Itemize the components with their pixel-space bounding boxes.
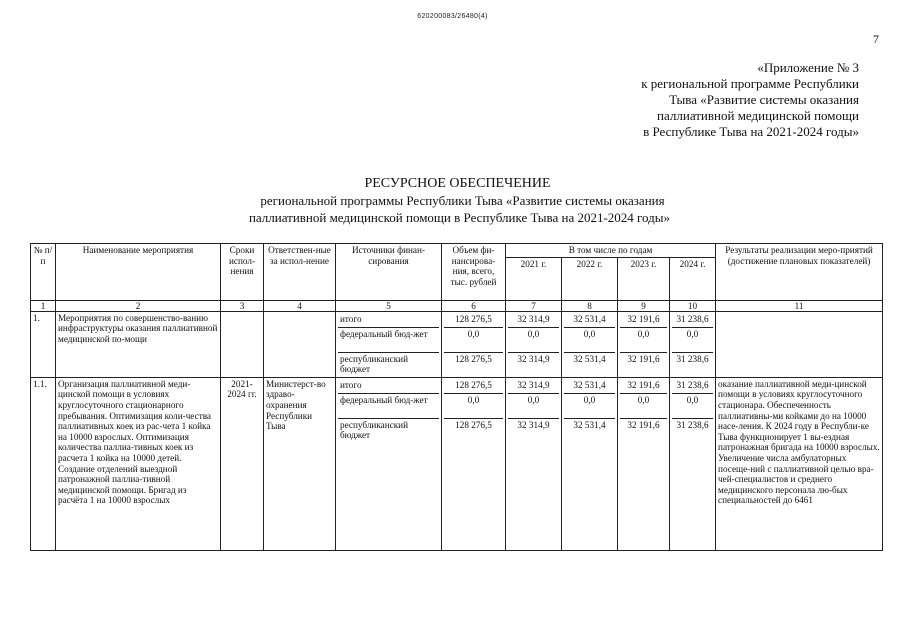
value-cell: 31 238,6 — [672, 379, 713, 394]
value-cell: 128 276,5 — [455, 419, 492, 430]
row-2024 — [670, 377, 716, 550]
header-year-2023: 2023 г. — [618, 257, 670, 300]
row-2021 — [506, 311, 562, 377]
value-cell: 0,0 — [620, 328, 667, 353]
row-name: Организация паллиативной меди-цинской помощи в условиях круглосуточного стационарного пребывания. Оптимизация коли-чества паллиативных коек из рас-чета 1 койка на 10000 взрослых. Оптимизация количества паллиа-тивных коек из расчета 1 койка на 10000 детей. Создание отделений выездной патронажной паллиа-тивной медицинской помощи. Бригад из расчёта 1 на 10000 взрослых — [56, 377, 221, 550]
value-cell: 32 191,6 — [620, 379, 667, 394]
source-republic: республиканский бюджет — [340, 419, 409, 441]
column-number: 6 — [442, 300, 506, 311]
header-terms: Сроки испол-нения — [221, 244, 264, 301]
column-number: 11 — [716, 300, 883, 311]
row-2022 — [562, 311, 618, 377]
source-federal: федеральный бюд-жет — [338, 394, 439, 419]
column-number: 3 — [221, 300, 264, 311]
value-cell: 32 191,6 — [627, 419, 660, 430]
value-cell: 32 531,4 — [573, 419, 606, 430]
table-row — [31, 311, 883, 377]
appendix-line: к региональной программе Республики — [641, 76, 859, 91]
value-cell: 32 314,9 — [508, 379, 559, 394]
row-number: 1. — [31, 311, 56, 377]
title-line: РЕСУРСНОЕ ОБЕСПЕЧЕНИЕ — [364, 176, 551, 191]
column-number: 8 — [562, 300, 618, 311]
value-cell: 31 238,6 — [676, 353, 709, 364]
row-2022 — [562, 377, 618, 550]
value-cell: 0,0 — [508, 394, 559, 419]
header-by-years: В том числе по годам — [506, 244, 716, 258]
source-total: итого — [338, 379, 439, 394]
value-cell: 31 238,6 — [672, 313, 713, 328]
source-total: итого — [338, 313, 439, 328]
table-row — [31, 377, 883, 550]
source-federal: федеральный бюд-жет — [338, 328, 439, 353]
column-number: 5 — [336, 300, 442, 311]
row-responsible — [264, 311, 336, 377]
document-number: 620200083/26480(4) — [417, 13, 488, 20]
appendix-line: в Республике Тыва на 2021-2024 годы» — [643, 124, 859, 139]
header-name: Наименование мероприятия — [56, 244, 221, 301]
resource-table — [30, 243, 883, 551]
row-name: Мероприятия по совершенство-ванию инфраструктуры оказания паллиативной медицинской по-мощи — [56, 311, 221, 377]
header-num: № п/п — [31, 244, 56, 301]
source-republic: республиканский бюджет — [340, 353, 409, 375]
value-cell: 32 314,9 — [517, 419, 550, 430]
header-sources: Источники финан-сирования — [336, 244, 442, 301]
row-volume — [442, 311, 506, 377]
row-2023 — [618, 311, 670, 377]
title-line: региональной программы Республики Тыва «Развитие системы оказания — [260, 193, 665, 208]
value-cell: 128 276,5 — [444, 379, 503, 394]
value-cell: 32 191,6 — [627, 353, 660, 364]
value-cell: 31 238,6 — [676, 419, 709, 430]
column-number: 2 — [56, 300, 221, 311]
value-cell: 32 531,4 — [564, 313, 615, 328]
column-number: 1 — [31, 300, 56, 311]
page-number: 7 — [873, 32, 879, 46]
row-2023 — [618, 377, 670, 550]
value-cell: 0,0 — [508, 328, 559, 353]
header-responsible: Ответствен-ные за испол-нение — [264, 244, 336, 301]
appendix-note — [539, 60, 859, 140]
row-sources — [336, 377, 442, 550]
row-results: оказание паллиативной меди-цинской помощи в условиях круглосуточного стационара. Обеспеченность паллиативны-ми койками до на 10000 насе-ления. К 2024 году в Республи-ке Тыва функционирует 1 вы-ездная патронажная бригада на 10000 взрослых. Увеличение числа амбулаторных посеще-ний с паллиативной целью вра-чей-специалистов и среднего медицинского персонала лю-бых специальностей до 6461 — [716, 377, 883, 550]
row-number: 1.1. — [31, 377, 56, 550]
column-number: 7 — [506, 300, 562, 311]
value-cell: 32 531,4 — [573, 353, 606, 364]
appendix-line: Тыва «Развитие системы оказания — [669, 92, 859, 107]
row-responsible: Министерст-во здраво-охранения Республики Тыва — [264, 377, 336, 550]
value-cell: 32 531,4 — [564, 379, 615, 394]
value-cell: 32 191,6 — [620, 313, 667, 328]
value-cell: 0,0 — [672, 328, 713, 353]
value-cell: 128 276,5 — [444, 313, 503, 328]
row-terms — [221, 311, 264, 377]
column-number: 10 — [670, 300, 716, 311]
value-cell: 0,0 — [444, 394, 503, 419]
value-cell: 0,0 — [672, 394, 713, 419]
column-numbers-row — [31, 300, 883, 311]
row-terms: 2021-2024 гг. — [221, 377, 264, 550]
column-number: 9 — [618, 300, 670, 311]
column-number: 4 — [264, 300, 336, 311]
row-results — [716, 311, 883, 377]
value-cell: 32 314,9 — [508, 313, 559, 328]
document-title — [0, 175, 905, 226]
appendix-line: паллиативной медицинской помощи — [657, 108, 859, 123]
value-cell: 32 314,9 — [517, 353, 550, 364]
header-row — [31, 244, 883, 258]
row-volume — [442, 377, 506, 550]
value-cell: 128 276,5 — [455, 353, 492, 364]
row-2021 — [506, 377, 562, 550]
header-volume: Объем фи-нансирова-ния, всего, тыс. рублей — [442, 244, 506, 301]
row-sources — [336, 311, 442, 377]
title-line: паллиативной медицинской помощи в Республике Тыва на 2021-2024 годы» — [248, 210, 671, 225]
value-cell: 0,0 — [444, 328, 503, 353]
value-cell: 0,0 — [564, 328, 615, 353]
header-year-2024: 2024 г. — [670, 257, 716, 300]
header-year-2022: 2022 г. — [562, 257, 618, 300]
header-year-2021: 2021 г. — [506, 257, 562, 300]
appendix-line: «Приложение № 3 — [757, 60, 859, 75]
value-cell: 0,0 — [620, 394, 667, 419]
value-cell: 0,0 — [564, 394, 615, 419]
row-2024 — [670, 311, 716, 377]
header-results: Результаты реализации меро-приятий (достижение плановых показателей) — [716, 244, 883, 301]
